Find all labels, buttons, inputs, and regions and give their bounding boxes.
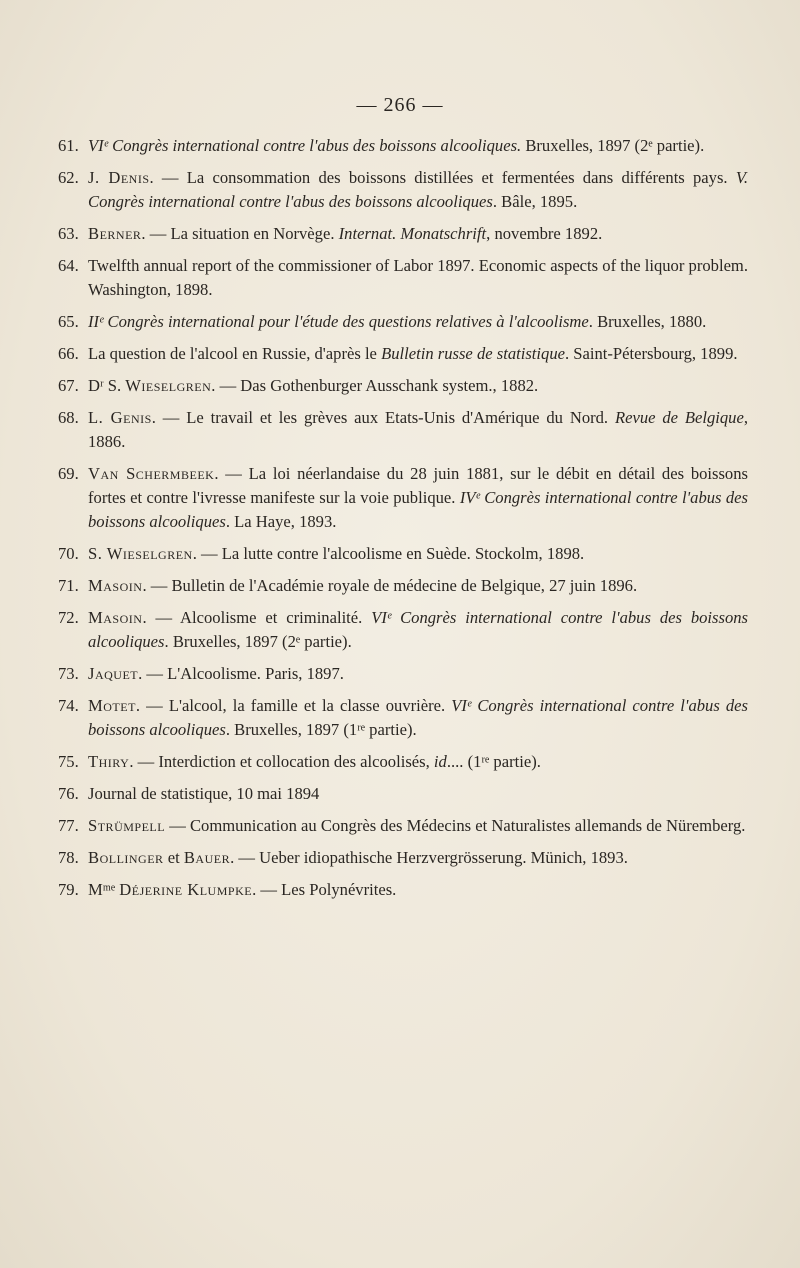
entry-text-segment: , 1886. bbox=[88, 408, 748, 451]
entry-text-segment: . Bâle, 1895. bbox=[492, 192, 578, 211]
entry-number: 72. bbox=[58, 608, 79, 627]
entry-number: 73. bbox=[58, 664, 79, 683]
entry-text-segment: . — L'Alcoolisme. Paris, 1897. bbox=[138, 664, 344, 683]
page-number: — 266 — bbox=[356, 94, 444, 116]
entry-number: 70. bbox=[58, 544, 79, 563]
entry-text bbox=[88, 342, 748, 366]
entry-text-segment: La question de l'alcool en Russie, d'après le bbox=[88, 344, 382, 363]
entry-text-segment: . Saint-Pétersbourg, 1899. bbox=[564, 344, 738, 363]
italic-title: VIᵉ Congrès international contre l'abus des boissons alcooliques. bbox=[88, 136, 522, 155]
entry-text-segment: . La Haye, 1893. bbox=[225, 512, 337, 531]
author-name: Van Schermbeek bbox=[88, 464, 215, 483]
entry-text-segment: . — Das Gothenburger Ausschank system., 1882. bbox=[211, 376, 539, 395]
bibliography-entry bbox=[58, 406, 748, 454]
entry-text-segment: . — Alcoolisme et criminalité. bbox=[142, 608, 372, 627]
entry-number: 78. bbox=[58, 848, 79, 867]
bibliography-list bbox=[58, 134, 748, 910]
entry-text bbox=[88, 750, 748, 774]
italic-title: Bulletin russe de statistique bbox=[381, 344, 565, 363]
entry-number: 79. bbox=[58, 880, 79, 899]
bibliography-entry bbox=[58, 750, 748, 774]
entry-number: 65. bbox=[58, 312, 79, 331]
author-name: Strümpell bbox=[88, 816, 166, 835]
entry-number: 62. bbox=[58, 168, 79, 187]
author-name: Thiry bbox=[88, 752, 130, 771]
entry-number: 69. bbox=[58, 464, 79, 483]
entry-text-segment: . — Ueber idiopathische Herzvergrösserung. Münich, 1893. bbox=[230, 848, 628, 867]
entry-text-segment: . — Les Polynévrites. bbox=[252, 880, 397, 899]
bibliography-entry bbox=[58, 814, 748, 838]
bibliography-entry bbox=[58, 542, 748, 566]
bibliography-entry bbox=[58, 166, 748, 214]
entry-text-segment: Mᵐᵉ bbox=[88, 880, 120, 899]
bibliography-entry bbox=[58, 222, 748, 246]
italic-title: VIᵉ Congrès international contre l'abus des boissons alcooliques bbox=[88, 696, 748, 739]
italic-title: id bbox=[433, 752, 447, 771]
bibliography-entry bbox=[58, 878, 748, 902]
entry-text-segment: . — Interdiction et collocation des alcoolisés, bbox=[129, 752, 434, 771]
entry-text-segment: , novembre 1892. bbox=[486, 224, 603, 243]
entry-number: 71. bbox=[58, 576, 79, 595]
entry-text bbox=[88, 222, 748, 246]
entry-text bbox=[88, 374, 748, 398]
bibliography-entry bbox=[58, 846, 748, 870]
entry-text-segment: . — La consommation des boissons distillées et fermentées dans différents pays. bbox=[149, 168, 736, 187]
entry-text bbox=[88, 814, 748, 838]
bibliography-entry bbox=[58, 310, 748, 334]
entry-text bbox=[88, 782, 748, 806]
author-name: J. Denis bbox=[88, 168, 150, 187]
entry-text-segment: . Bruxelles, 1880. bbox=[588, 312, 707, 331]
bibliography-entry bbox=[58, 254, 748, 302]
italic-title: Revue de Belgique bbox=[614, 408, 744, 427]
entry-text bbox=[88, 662, 748, 686]
entry-text bbox=[88, 542, 748, 566]
entry-text-segment: Bruxelles, 1897 (2ᵉ partie). bbox=[521, 136, 705, 155]
entry-text bbox=[88, 574, 748, 598]
entry-text bbox=[88, 462, 748, 534]
entry-text bbox=[88, 134, 748, 158]
entry-text-segment: . — La situation en Norvège. bbox=[141, 224, 339, 243]
italic-title: V. Congrès international contre l'abus des boissons alcooliques bbox=[88, 168, 748, 211]
entry-number: 61. bbox=[58, 136, 79, 155]
entry-text-segment: . — La lutte contre l'alcoolisme en Suède. Stockolm, 1898. bbox=[192, 544, 585, 563]
entry-text bbox=[88, 406, 748, 454]
bibliography-entry bbox=[58, 606, 748, 654]
entry-text-segment: . — Bulletin de l'Académie royale de médecine de Belgique, 27 juin 1896. bbox=[142, 576, 638, 595]
author-name: S. Wieselgren bbox=[88, 544, 193, 563]
bibliography-entry bbox=[58, 694, 748, 742]
bibliography-entry bbox=[58, 462, 748, 534]
author-name: Masoin bbox=[88, 608, 143, 627]
author-name: Berner bbox=[88, 224, 142, 243]
bibliography-entry bbox=[58, 662, 748, 686]
italic-title: IVᵉ Congrès international contre l'abus des boissons alcooliques bbox=[88, 488, 748, 531]
entry-text bbox=[88, 878, 748, 902]
entry-number: 74. bbox=[58, 696, 79, 715]
italic-title: Internat. Monatschrift bbox=[338, 224, 487, 243]
author-name: Déjerine Klumpke bbox=[119, 880, 253, 899]
entry-text-segment: Journal de statistique, 10 mai 1894 bbox=[88, 784, 320, 803]
italic-title: IIᵉ Congrès international pour l'étude des questions relatives à l'alcoolisme bbox=[88, 312, 589, 331]
author-name: Bauer bbox=[183, 848, 231, 867]
author-name: Motet bbox=[88, 696, 136, 715]
entry-text bbox=[88, 254, 748, 302]
entry-text bbox=[88, 846, 748, 870]
author-name: Wieselgren bbox=[125, 376, 212, 395]
author-name: L. Genis bbox=[88, 408, 152, 427]
entry-text-segment: Twelfth annual report of the commissioner of Labor 1897. Economic aspects of the liquor problem. Washington, 1898. bbox=[88, 256, 748, 299]
bibliography-entry bbox=[58, 782, 748, 806]
entry-text-segment: . — L'alcool, la famille et la classe ouvrière. bbox=[135, 696, 452, 715]
author-name: Jaquet bbox=[88, 664, 139, 683]
entry-text bbox=[88, 606, 748, 654]
entry-text-segment: .... (1ʳᵉ partie). bbox=[446, 752, 541, 771]
bibliography-entry bbox=[58, 574, 748, 598]
entry-number: 76. bbox=[58, 784, 79, 803]
bibliography-entry bbox=[58, 342, 748, 366]
entry-text-segment: . — La loi néerlandaise du 28 juin 1881, sur le débit en détail des boissons fortes et contre l'ivresse manifeste sur la voie publique. bbox=[88, 464, 748, 507]
entry-number: 67. bbox=[58, 376, 79, 395]
entry-number: 75. bbox=[58, 752, 79, 771]
entry-text-segment: . — Le travail et les grèves aux Etats-Unis d'Amérique du Nord. bbox=[151, 408, 615, 427]
entry-number: 68. bbox=[58, 408, 79, 427]
entry-number: 63. bbox=[58, 224, 79, 243]
entry-text-segment: et bbox=[163, 848, 184, 867]
author-name: Bollinger bbox=[88, 848, 164, 867]
entry-text-segment: . Bruxelles, 1897 (2ᵉ partie). bbox=[164, 632, 352, 651]
entry-text-segment: Dʳ S. bbox=[88, 376, 126, 395]
bibliography-entry bbox=[58, 134, 748, 158]
author-name: Masoin bbox=[88, 576, 143, 595]
bibliography-entry bbox=[58, 374, 748, 398]
entry-text bbox=[88, 166, 748, 214]
entry-number: 64. bbox=[58, 256, 79, 275]
entry-number: 66. bbox=[58, 344, 79, 363]
entry-text-segment: — Communication au Congrès des Médecins et Naturalistes allemands de Nüremberg. bbox=[165, 816, 746, 835]
entry-number: 77. bbox=[58, 816, 79, 835]
italic-title: VIᵉ Congrès international contre l'abus des boissons alcooliques bbox=[88, 608, 748, 651]
entry-text bbox=[88, 310, 748, 334]
entry-text bbox=[88, 694, 748, 742]
entry-text-segment: . Bruxelles, 1897 (1ʳᵉ partie). bbox=[225, 720, 417, 739]
